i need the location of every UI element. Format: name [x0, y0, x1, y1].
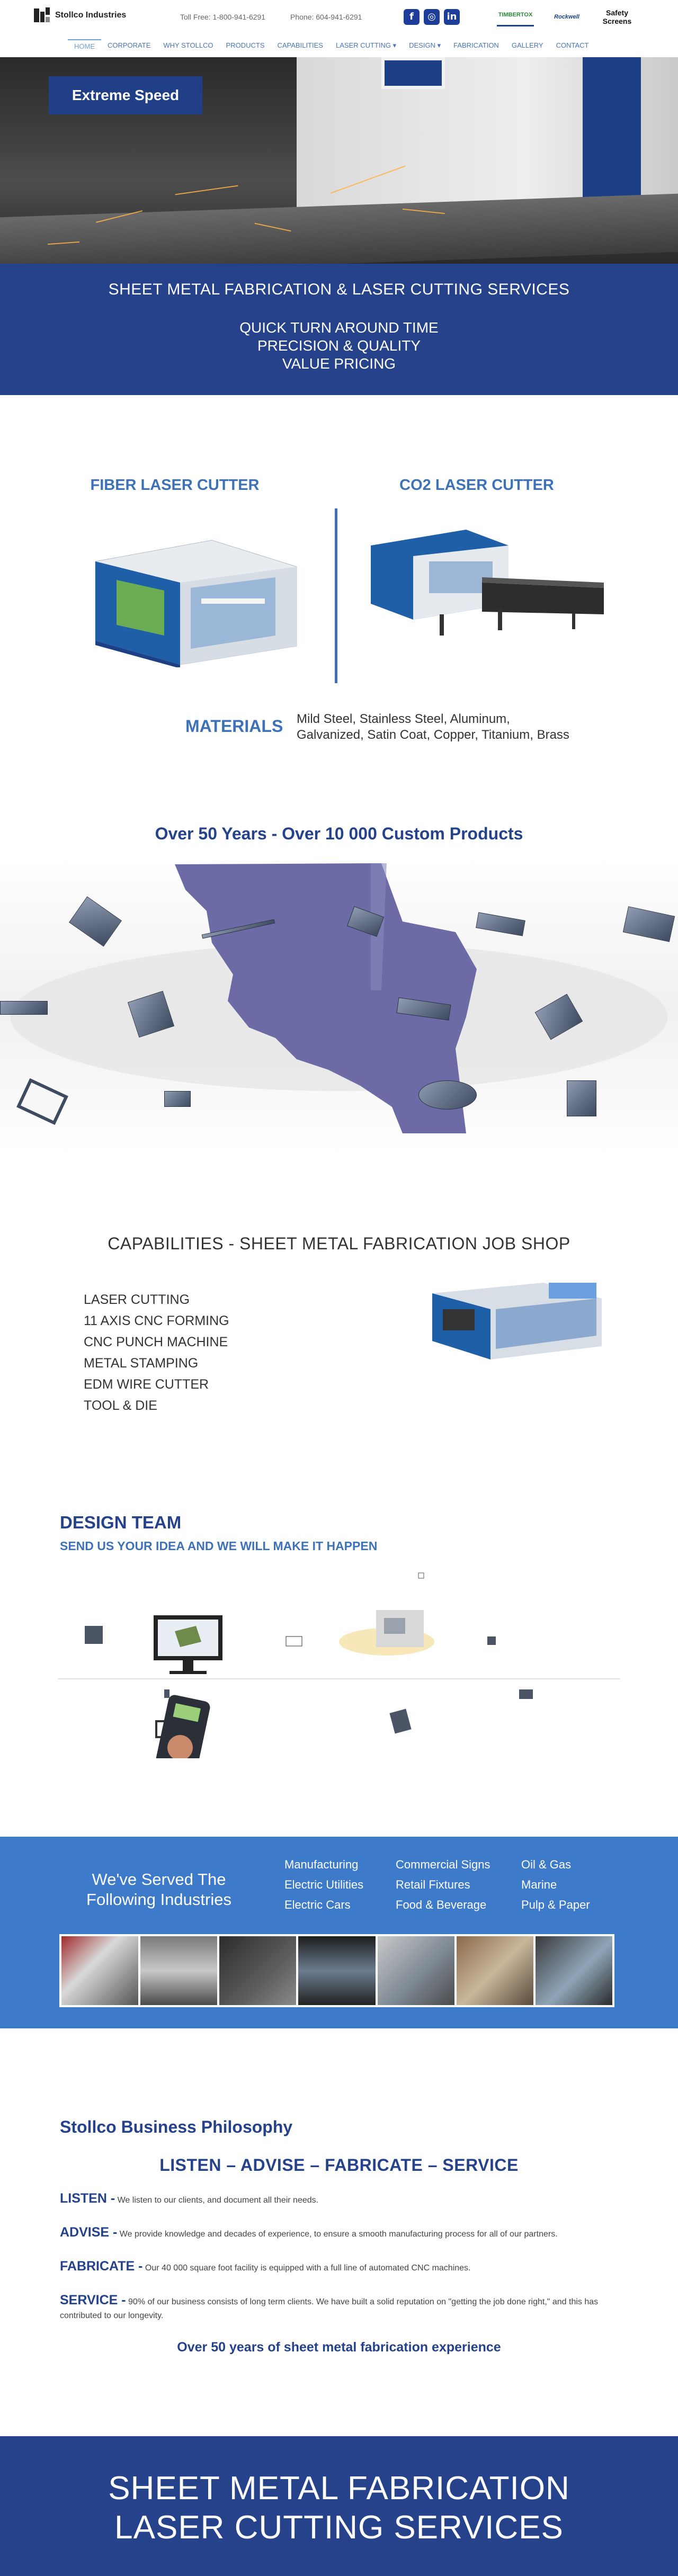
metal-part-bowl	[418, 1080, 477, 1110]
industries-column-3	[521, 1855, 590, 1915]
toll-free-number[interactable]: Toll Free: 1-800-941-6291	[180, 13, 266, 21]
main-nav	[68, 39, 595, 52]
philosophy-fabricate-key: FABRICATE -	[60, 2259, 143, 2274]
nav-products[interactable]: PRODUCTS	[226, 41, 265, 49]
capability-laser-cutting: LASER CUTTING	[84, 1292, 190, 1307]
industry-photo-food	[61, 1936, 138, 2005]
philosophy-service-key: SERVICE -	[60, 2293, 126, 2307]
philosophy-listen-key: LISTEN -	[60, 2191, 115, 2206]
footer-banner-line1: SHEET METAL FABRICATION	[108, 2470, 570, 2507]
site-header	[0, 0, 678, 57]
industries-title	[64, 1870, 254, 1910]
materials-line-1: Mild Steel, Stainless Steel, Aluminum,	[297, 712, 510, 726]
industry-food-beverage: Food & Beverage	[396, 1898, 487, 1911]
laser-divider	[335, 508, 337, 683]
capabilities-list	[84, 1289, 229, 1416]
philosophy-listen	[60, 2192, 621, 2207]
facebook-icon[interactable]: f	[404, 9, 420, 25]
industries-title-line1: We've Served The	[92, 1870, 226, 1889]
metal-part-angle	[0, 1001, 48, 1015]
metal-part-panel	[567, 1080, 596, 1116]
logo-text: Stollco Industries	[55, 11, 127, 20]
partner-logo-rockwell[interactable]: Rockwell	[554, 14, 579, 20]
nav-gallery[interactable]: GALLERY	[511, 41, 543, 49]
philosophy-title: Stollco Business Philosophy	[60, 2117, 293, 2136]
industry-photo-meter	[536, 1936, 612, 2005]
industries-column-2	[396, 1855, 490, 1915]
industry-photo-fixture	[378, 1936, 454, 2005]
fiber-laser-title[interactable]: FIBER LASER CUTTER	[90, 477, 260, 494]
products-map-image[interactable]	[0, 858, 678, 1155]
capabilities-title: CAPABILITIES - SHEET METAL FABRICATION JOB SHOP	[108, 1234, 570, 1253]
footer-banner-line2: LASER CUTTING SERVICES	[114, 2509, 564, 2546]
partner-logo-timbertox[interactable]: TIMBERTOX	[497, 8, 534, 26]
phone-number[interactable]: Phone: 604-941-6291	[290, 13, 362, 21]
industry-photo-panels	[219, 1936, 296, 2005]
industry-manufacturing: Manufacturing	[284, 1858, 359, 1871]
philosophy-service-text: 90% of our business consists of long term clients. We have built a solid reputation on "getting the job done right," and this has contributed to our longevity.	[60, 2297, 599, 2320]
materials-list	[297, 711, 569, 743]
nav-contact[interactable]: CONTACT	[556, 41, 589, 49]
capability-tool-die: TOOL & DIE	[84, 1398, 157, 1413]
industry-oil-gas: Oil & Gas	[521, 1858, 572, 1871]
nav-design[interactable]: DESIGN ▾	[409, 41, 441, 49]
philosophy-listen-text: We listen to our clients, and document all their needs.	[115, 2196, 319, 2205]
services-line-pricing: VALUE PRICING	[282, 355, 396, 372]
spark	[175, 185, 238, 195]
industry-electric-utilities: Electric Utilities	[284, 1878, 364, 1891]
cnc-machine-image[interactable]	[427, 1277, 609, 1362]
industry-electric-cars: Electric Cars	[284, 1898, 351, 1911]
industry-photo-electrical	[140, 1936, 217, 2005]
logo[interactable]	[33, 7, 126, 23]
philosophy-fabricate-text: Our 40 000 square foot facility is equipped with a full line of automated CNC machines.	[142, 2264, 471, 2273]
design-team-illustration[interactable]	[58, 1562, 620, 1758]
fiber-laser-image[interactable]	[85, 530, 307, 667]
philosophy-fabricate	[60, 2259, 621, 2275]
industries-title-line2: Following Industries	[86, 1890, 231, 1909]
co2-laser-title[interactable]: CO2 LASER CUTTER	[399, 477, 554, 494]
industry-retail-fixtures: Retail Fixtures	[396, 1878, 470, 1891]
nav-home[interactable]: HOME	[68, 39, 101, 52]
laser-head	[381, 57, 445, 89]
footer-banner	[0, 2436, 678, 2576]
services-line-quality: PRECISION & QUALITY	[257, 337, 421, 354]
design-team-title: DESIGN TEAM	[60, 1513, 182, 1532]
instagram-icon[interactable]: ◎	[424, 9, 440, 25]
services-title: SHEET METAL FABRICATION & LASER CUTTING SERVICES	[108, 281, 570, 298]
services-banner	[0, 264, 678, 395]
linkedin-icon[interactable]: in	[444, 9, 460, 25]
nav-why-stollco[interactable]: WHY STOLLCO	[163, 41, 213, 49]
philosophy-advise-text: We provide knowledge and decades of experience, to ensure a smooth manufacturing process for all of our partners.	[117, 2230, 558, 2239]
services-line-turnaround: QUICK TURN AROUND TIME	[239, 319, 439, 336]
capability-cnc-forming: 11 AXIS CNC FORMING	[84, 1313, 229, 1328]
years-title: Over 50 Years - Over 10 000 Custom Products	[155, 824, 523, 843]
industry-photo-car	[298, 1936, 375, 2005]
logo-icon	[33, 7, 51, 23]
philosophy-tagline: LISTEN – ADVISE – FABRICATE – SERVICE	[159, 2155, 519, 2175]
hero-image	[0, 57, 678, 264]
industry-photo-paper	[457, 1936, 533, 2005]
philosophy-service	[60, 2293, 621, 2323]
metal-part-clip	[164, 1091, 191, 1107]
capability-cnc-punch: CNC PUNCH MACHINE	[84, 1335, 228, 1349]
nav-laser-cutting[interactable]: LASER CUTTING ▾	[335, 41, 397, 49]
nav-capabilities[interactable]: CAPABILITIES	[277, 41, 323, 49]
philosophy-advise	[60, 2225, 621, 2241]
philosophy-advise-key: ADVISE -	[60, 2225, 118, 2240]
industry-marine: Marine	[521, 1878, 557, 1891]
philosophy-footer: Over 50 years of sheet metal fabrication experience	[177, 2340, 501, 2355]
nav-corporate[interactable]: CORPORATE	[108, 41, 151, 49]
materials-line-2: Galvanized, Satin Coat, Copper, Titanium, Brass	[297, 728, 569, 742]
industry-commercial-signs: Commercial Signs	[396, 1858, 490, 1871]
capability-edm-wire: EDM WIRE CUTTER	[84, 1377, 209, 1392]
co2-laser-image[interactable]	[360, 524, 604, 636]
materials-label: MATERIALS	[185, 717, 283, 736]
industry-pulp-paper: Pulp & Paper	[521, 1898, 590, 1911]
partner-logo-safety-screens[interactable]: Safety Screens	[602, 8, 632, 25]
industries-column-1	[284, 1855, 363, 1915]
nav-fabrication[interactable]: FABRICATION	[453, 41, 499, 49]
design-team-subtitle: SEND US YOUR IDEA AND WE WILL MAKE IT HAPPEN	[60, 1539, 378, 1553]
hero-label: Extreme Speed	[49, 76, 202, 114]
industries-photo-strip[interactable]	[59, 1934, 614, 2007]
capability-metal-stamping: METAL STAMPING	[84, 1356, 199, 1371]
